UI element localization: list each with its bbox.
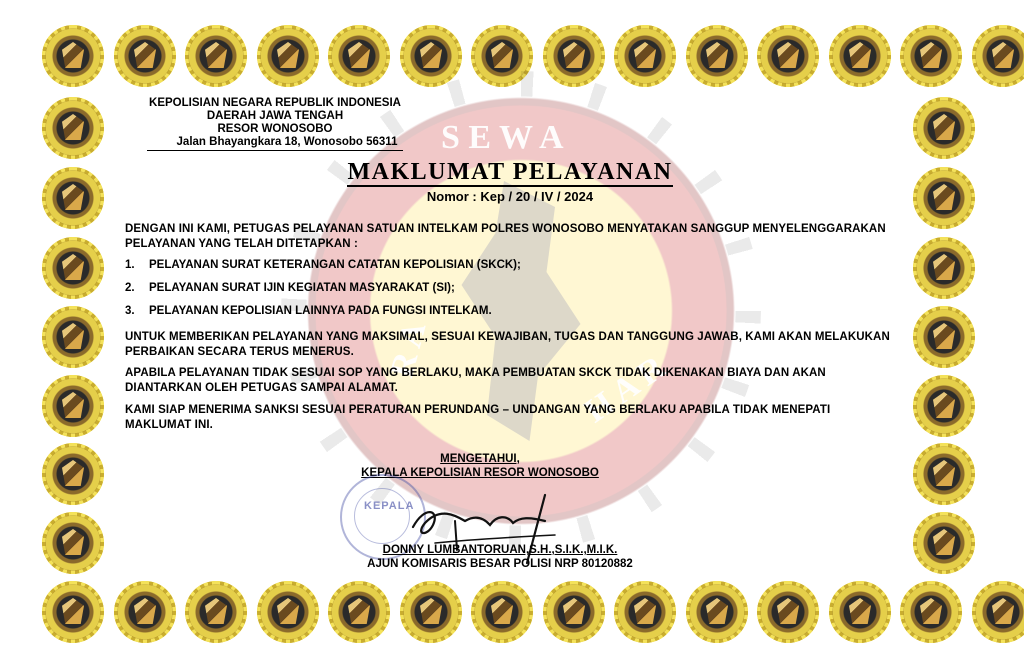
police-emblem-icon (972, 581, 1024, 643)
police-emblem-icon (913, 97, 975, 159)
police-emblem-icon (114, 581, 176, 643)
signer-rank: AJUN KOMISARIS BESAR POLISI NRP 80120882 (367, 558, 633, 570)
police-emblem-icon (913, 375, 975, 437)
police-emblem-icon (257, 25, 319, 87)
signer-name: DONNY LUMBANTORUAN,S.H.,S.I.K.,M.I.K. (382, 544, 618, 556)
police-emblem-icon (757, 25, 819, 87)
police-emblem-icon (257, 581, 319, 643)
signer-info (330, 543, 670, 571)
police-emblem-icon (42, 97, 104, 159)
signer-position: KEPALA KEPOLISIAN RESOR WONOSOBO (361, 467, 599, 479)
decree-number: Nomor : Kep / 20 / IV / 2024 (426, 189, 594, 204)
police-emblem-icon (972, 25, 1024, 87)
watermark-seal: S E W A R A H A R (281, 71, 761, 551)
police-emblem-icon (42, 512, 104, 574)
page-title: MAKLUMAT PELAYANAN (347, 159, 673, 185)
police-emblem-icon (614, 581, 676, 643)
sop-paragraph: APABILA PELAYANAN TIDAK SESUAI SOP YANG BERLAKU, MAKA PEMBUATAN SKCK TIDAK DIKENAKAN BIAYA DAN AKAN DIANTARKAN OLEH PETUGAS SAMPAI ALAMAT. (125, 367, 826, 394)
region-name: DAERAH JAWA TENGAH (206, 110, 344, 122)
police-emblem-icon (42, 581, 104, 643)
acknowledged-label: MENGETAHUI, (440, 453, 520, 465)
institution-name: KEPOLISIAN NEGARA REPUBLIK INDONESIA (149, 97, 401, 109)
police-emblem-icon (913, 237, 975, 299)
police-emblem-icon (42, 167, 104, 229)
police-emblem-icon (114, 25, 176, 87)
police-emblem-icon (328, 25, 390, 87)
police-emblem-icon (400, 581, 462, 643)
police-emblem-icon (42, 443, 104, 505)
police-emblem-icon (400, 25, 462, 87)
police-emblem-icon (686, 25, 748, 87)
list-item: 2. PELAYANAN SURAT IJIN KEGIATAN MASYARAKAT (SI); (125, 282, 455, 294)
list-item: 3. PELAYANAN KEPOLISIAN LAINNYA PADA FUNGSI INTELKAM. (125, 305, 492, 317)
police-emblem-icon (829, 581, 891, 643)
letterhead (125, 97, 425, 151)
police-emblem-icon (185, 25, 247, 87)
police-emblem-icon (900, 581, 962, 643)
intro-paragraph: DENGAN INI KAMI, PETUGAS PELAYANAN SATUAN INTELKAM POLRES WONOSOBO MENYATAKAN SANGGUP MENYELENGGARAKAN PELAYANAN YANG TELAH DITETAPKAN : (125, 223, 886, 250)
police-emblem-icon (328, 581, 390, 643)
police-emblem-icon (913, 306, 975, 368)
police-emblem-icon (185, 581, 247, 643)
police-emblem-icon (471, 581, 533, 643)
police-emblem-icon (42, 306, 104, 368)
police-emblem-icon (543, 581, 605, 643)
stamp-label: KEPALA (364, 500, 415, 512)
commitment-paragraph: UNTUK MEMBERIKAN PELAYANAN YANG MAKSIMAL, SESUAI KEWAJIBAN, TUGAS DAN TANGGUNG JAWAB, KAMI AKAN MELAKUKAN PERBAIKAN SECARA TERUS MENERUS. (125, 331, 890, 358)
sanction-paragraph: KAMI SIAP MENERIMA SANKSI SESUAI PERATURAN PERUNDANG – UNDANGAN YANG BERLAKU APABILA TIDAK MENEPATI MAKLUMAT INI. (125, 404, 831, 431)
police-emblem-icon (913, 512, 975, 574)
police-emblem-icon (42, 25, 104, 87)
police-emblem-icon (42, 375, 104, 437)
police-emblem-icon (42, 237, 104, 299)
police-emblem-icon (900, 25, 962, 87)
list-item: 1. PELAYANAN SURAT KETERANGAN CATATAN KEPOLISIAN (SKCK); (125, 259, 521, 271)
police-emblem-icon (829, 25, 891, 87)
police-emblem-icon (686, 581, 748, 643)
address: Jalan Bhayangkara 18, Wonosobo 56311 (147, 136, 404, 151)
resort-name: RESOR WONOSOBO (217, 123, 333, 135)
police-emblem-icon (913, 167, 975, 229)
police-emblem-icon (757, 581, 819, 643)
police-emblem-icon (614, 25, 676, 87)
police-emblem-icon (913, 443, 975, 505)
